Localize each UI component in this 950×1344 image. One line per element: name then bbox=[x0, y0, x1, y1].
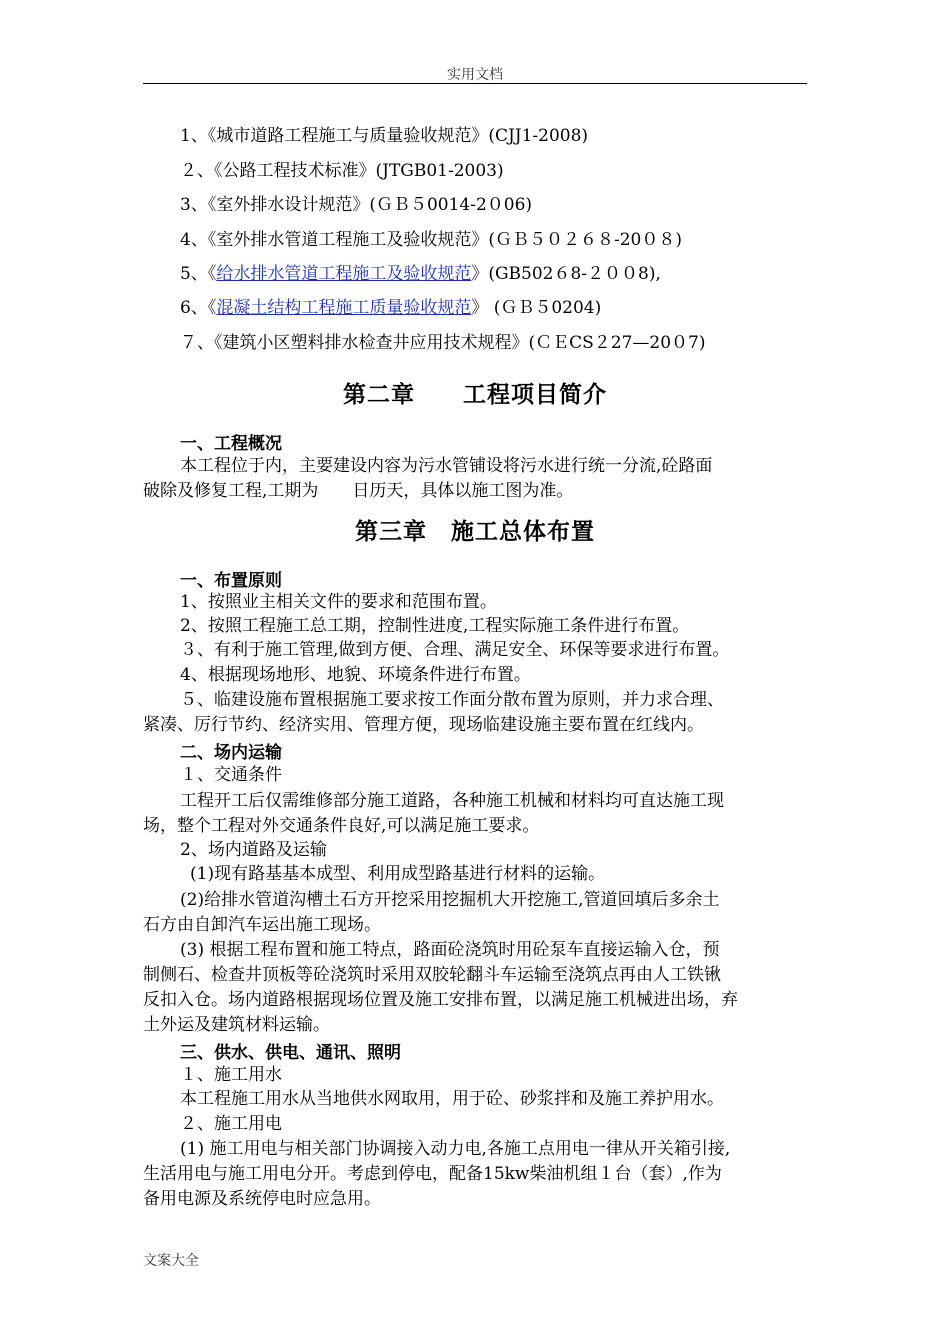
reference-number: ７、 bbox=[180, 333, 214, 353]
reference-item bbox=[180, 296, 601, 320]
reference-code: 》(JTGB01-2003) bbox=[358, 161, 504, 181]
reference-code: 》(CJJ1-2008) bbox=[471, 126, 589, 146]
paragraph-line: 土外运及建筑材料运输。 bbox=[143, 1015, 330, 1035]
paragraph-line: (3) 根据工程布置和施工特点，路面砼浇筑时用砼泵车直接运输入仓，预 bbox=[180, 940, 720, 960]
reference-number: 4、 bbox=[180, 230, 208, 250]
paragraph-line: 制侧石、检查井顶板等砼浇筑时采用双胶轮翻斗车运输至浇筑点再由人工铁锹 bbox=[143, 965, 721, 985]
paragraph-line: 石方由自卸汽车运出施工现场。 bbox=[143, 915, 381, 935]
reference-code: 》(ＣＥCS２27—20０7) bbox=[511, 333, 706, 353]
paragraph-line: (1)现有路基基本成型、利用成型路基进行材料的运输。 bbox=[190, 864, 606, 884]
reference-number: 5、 bbox=[180, 264, 208, 284]
subsection-heading: ２、施工用电 bbox=[180, 1114, 282, 1134]
paragraph-line: 破除及修复工程,工期为 日历天，具体以施工图为准。 bbox=[143, 481, 574, 501]
reference-open: 《 bbox=[207, 230, 217, 250]
section-heading: 一、工程概况 bbox=[180, 434, 282, 454]
reference-item bbox=[180, 124, 588, 148]
header-rule bbox=[143, 83, 807, 84]
paragraph-line: (2)给排水管道沟槽土石方开挖采用挖掘机大开挖施工,管道回填后多余土 bbox=[180, 890, 720, 910]
list-item: ５、临建设施布置根据施工要求按工作面分散布置为原则，并力求合理、 bbox=[180, 690, 724, 710]
reference-number: 3、 bbox=[180, 195, 208, 215]
paragraph-line: 本工程施工用水从当地供水网取用，用于砼、砂浆拌和及施工养护用水。 bbox=[180, 1089, 724, 1109]
reference-number: ２、 bbox=[180, 161, 214, 181]
reference-open: 《 bbox=[207, 298, 217, 318]
subsection-heading: １、施工用水 bbox=[180, 1065, 282, 1085]
list-item-continuation: 紧凑、厉行节约、经济实用、管理方便，现场临建设施主要布置在红线内。 bbox=[143, 715, 704, 735]
reference-open: 《 bbox=[214, 161, 223, 181]
paragraph-line: 工程开工后仅需维修部分施工道路，各种施工机械和材料均可直达施工现 bbox=[180, 791, 724, 811]
subsection-heading: １、交通条件 bbox=[180, 765, 282, 785]
paragraph-line: 本工程位于内，主要建设内容为污水管铺设将污水进行统一分流,砼路面 bbox=[180, 456, 713, 476]
list-item: ３、有利于施工管理,做到方便、合理、满足安全、环保等要求进行布置。 bbox=[180, 640, 730, 660]
page-header: 实用文档 bbox=[447, 67, 503, 83]
reference-code: 》(GB502６8-２００8), bbox=[471, 264, 661, 284]
reference-item bbox=[180, 262, 661, 286]
reference-number: 6、 bbox=[180, 298, 208, 318]
subsection-heading: 2、场内道路及运输 bbox=[180, 840, 327, 860]
reference-title-link[interactable]: 混凝土结构工程施工质量验收规范 bbox=[216, 298, 472, 318]
reference-number: 1、 bbox=[180, 126, 208, 146]
paragraph-line: (1) 施工用电与相关部门协调接入动力电,各施工点用电一律从开关箱引接, bbox=[180, 1139, 731, 1159]
paragraph-line: 反扣入仓。场内道路根据现场位置及施工安排布置，以满足施工机械进出场，弃 bbox=[143, 990, 738, 1010]
reference-code: 》 (ＧＢ５0204) bbox=[471, 298, 602, 318]
section-heading: 一、布置原则 bbox=[180, 571, 282, 591]
reference-title: 公路工程技术标准 bbox=[222, 161, 359, 181]
section-heading: 三、供水、供电、通讯、照明 bbox=[180, 1043, 401, 1063]
reference-open: 《 bbox=[207, 264, 217, 284]
paragraph-line: 生活用电与施工用电分开。考虑到停电，配备15kw柴油机组１台（套）,作为 bbox=[143, 1164, 722, 1184]
reference-title: 室外排水设计规范 bbox=[216, 195, 353, 215]
chapter-title: 第三章 施工总体布置 bbox=[355, 519, 595, 545]
page-footer: 文案大全 bbox=[143, 1253, 199, 1269]
reference-open: 《 bbox=[207, 126, 217, 146]
reference-title: 建筑小区塑料排水检查井应用技术规程 bbox=[222, 333, 512, 353]
reference-title: 城市道路工程施工与质量验收规范 bbox=[216, 126, 472, 146]
reference-open: 《 bbox=[207, 195, 217, 215]
paragraph-line: 备用电源及系统停电时应急用。 bbox=[143, 1189, 381, 1209]
reference-code: 》(ＧＢ５０２６８-20０８) bbox=[471, 230, 682, 250]
reference-item bbox=[180, 159, 504, 183]
list-item: 1、按照业主相关文件的要求和范围布置。 bbox=[180, 592, 497, 612]
paragraph-line: 场，整个工程对外交通条件良好,可以满足施工要求。 bbox=[143, 816, 540, 836]
reference-title: 室外排水管道工程施工及验收规范 bbox=[216, 230, 472, 250]
list-item: 4、根据现场地形、地貌、环境条件进行布置。 bbox=[180, 665, 531, 685]
list-item: 2、按照工程施工总工期，控制性进度,工程实际施工条件进行布置。 bbox=[180, 616, 690, 636]
reference-item bbox=[180, 331, 706, 355]
chapter-title: 第二章 工程项目简介 bbox=[343, 382, 607, 408]
reference-item bbox=[180, 228, 682, 252]
reference-title-link[interactable]: 给水排水管道工程施工及验收规范 bbox=[216, 264, 472, 284]
reference-item bbox=[180, 193, 532, 217]
reference-code: 》(ＧＢ５0014-2０06) bbox=[352, 195, 533, 215]
section-heading: 二、场内运输 bbox=[180, 743, 282, 763]
reference-open: 《 bbox=[214, 333, 223, 353]
